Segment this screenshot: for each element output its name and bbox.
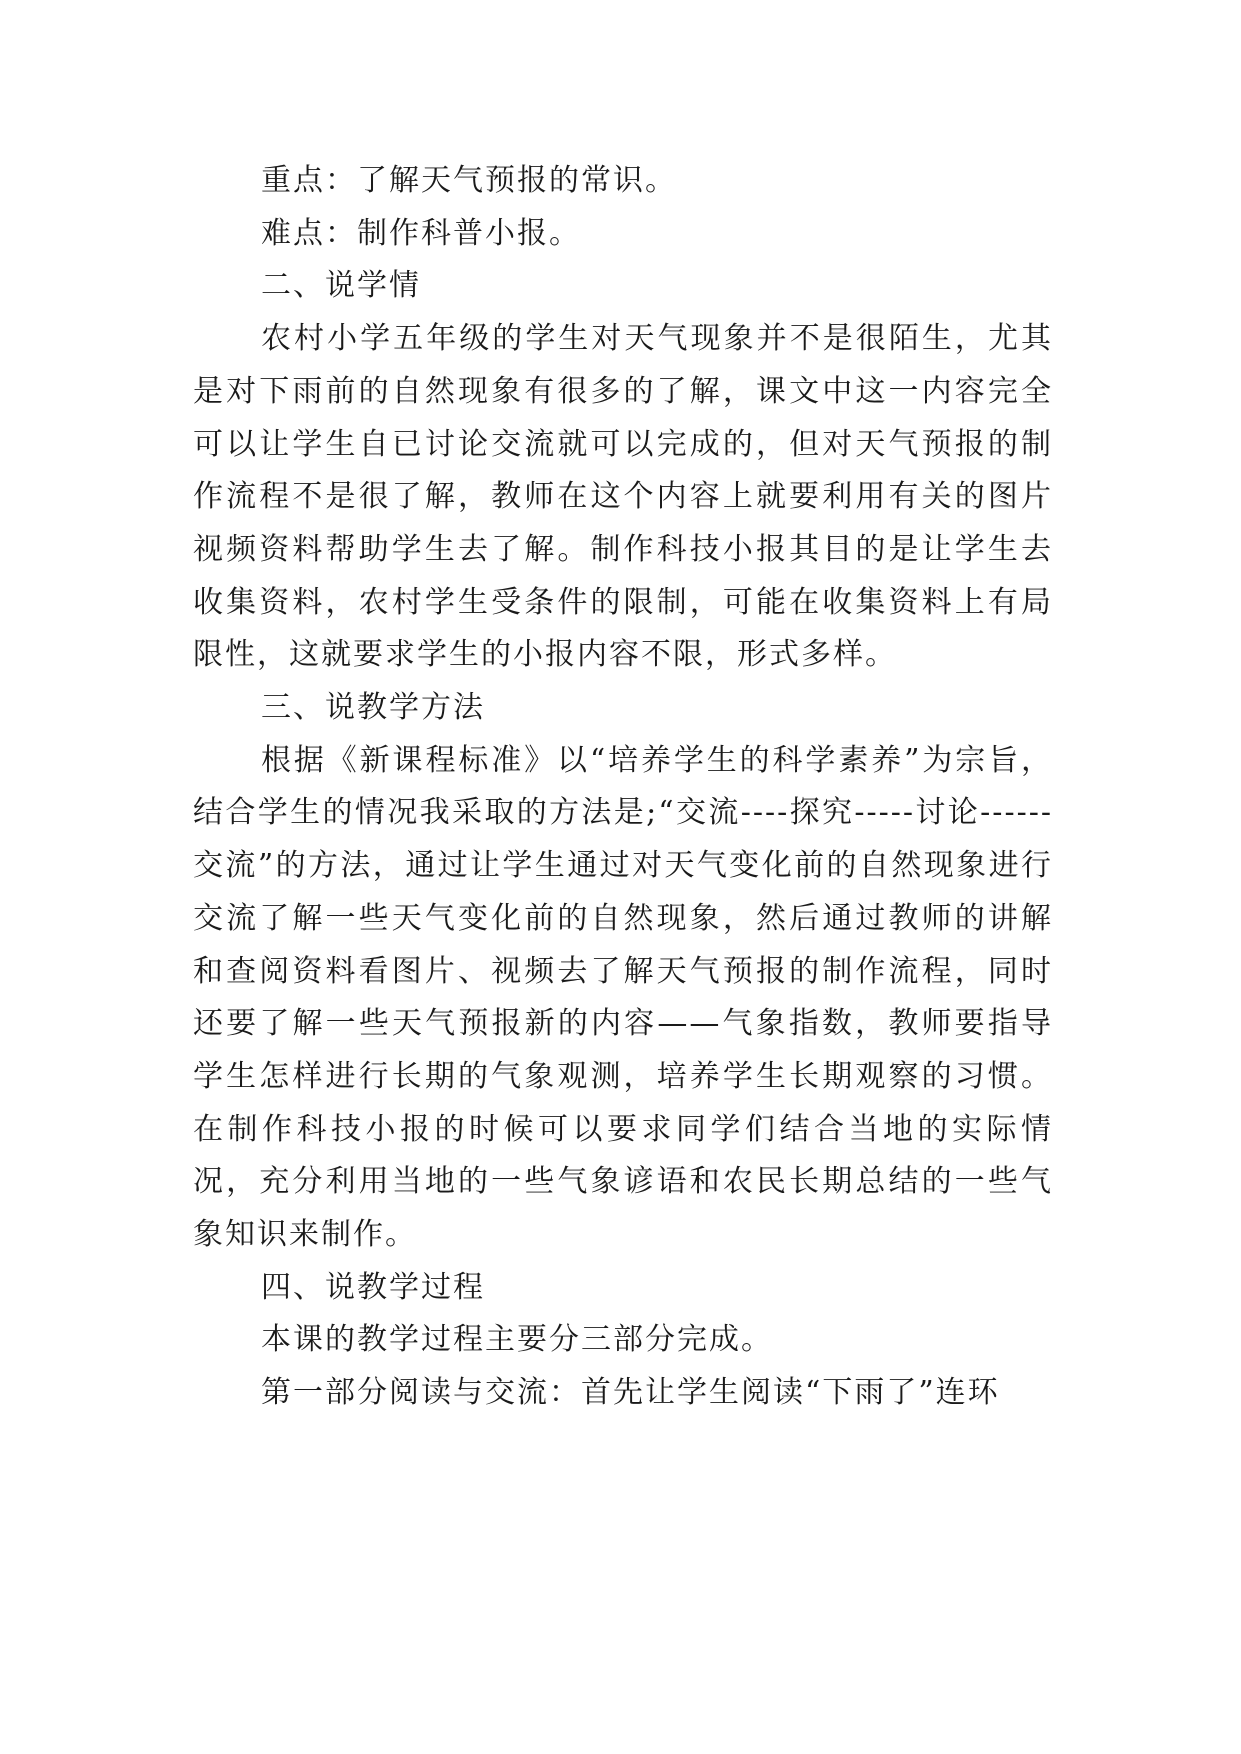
difficulty-line: 难点：制作科普小报。 <box>261 215 581 251</box>
section-heading-teaching-methods: 三、说教学方法 <box>261 690 485 726</box>
teaching-process-intro: 本课的教学过程主要分三部分完成。 <box>261 1322 773 1358</box>
key-point-line: 重点：了解天气预报的常识。 <box>261 163 677 198</box>
teaching-methods-paragraph: 根据《新课程标准》以“培养学生的科学素养”为宗旨，结合学生的情况我采取的方法是;“交流----探究-----讨论------交流”的方法，通过让学生通过对天气变化前的自然现象进行交流了解一些天气变化前的自然现象，然后通过教师的讲解和查阅资料看图片、视频去了解天气预报的制作流程，同时还要了解一些天气预报新的内容——气象指数，教师要指导学生怎样进行长期的气象观测，培养学生长期观察的习惯。在制作科技小报的时候可以要求同学们结合当地的实际情况，充分利用当地的一些气象谚语和农民长期总结的一些气象知识来制作。 <box>193 742 1053 1253</box>
section-heading-student-analysis: 二、说学情 <box>261 268 421 304</box>
section-heading-teaching-process: 四、说教学过程 <box>261 1269 485 1305</box>
teaching-process-part-one: 第一部分阅读与交流：首先让学生阅读“下雨了”连环 <box>261 1375 1000 1411</box>
document-page <box>193 155 1053 1420</box>
student-analysis-paragraph: 农村小学五年级的学生对天气现象并不是很陌生，尤其是对下雨前的自然现象有很多的了解，课文中这一内容完全可以让学生自已讨论交流就可以完成的，但对天气预报的制作流程不是很了解，教师在这个内容上就要利用有关的图片视频资料帮助学生去了解。制作科技小报其目的是让学生去收集资料，农村学生受条件的限制，可能在收集资料上有局限性，这就要求学生的小报内容不限，形式多样。 <box>193 321 1053 673</box>
